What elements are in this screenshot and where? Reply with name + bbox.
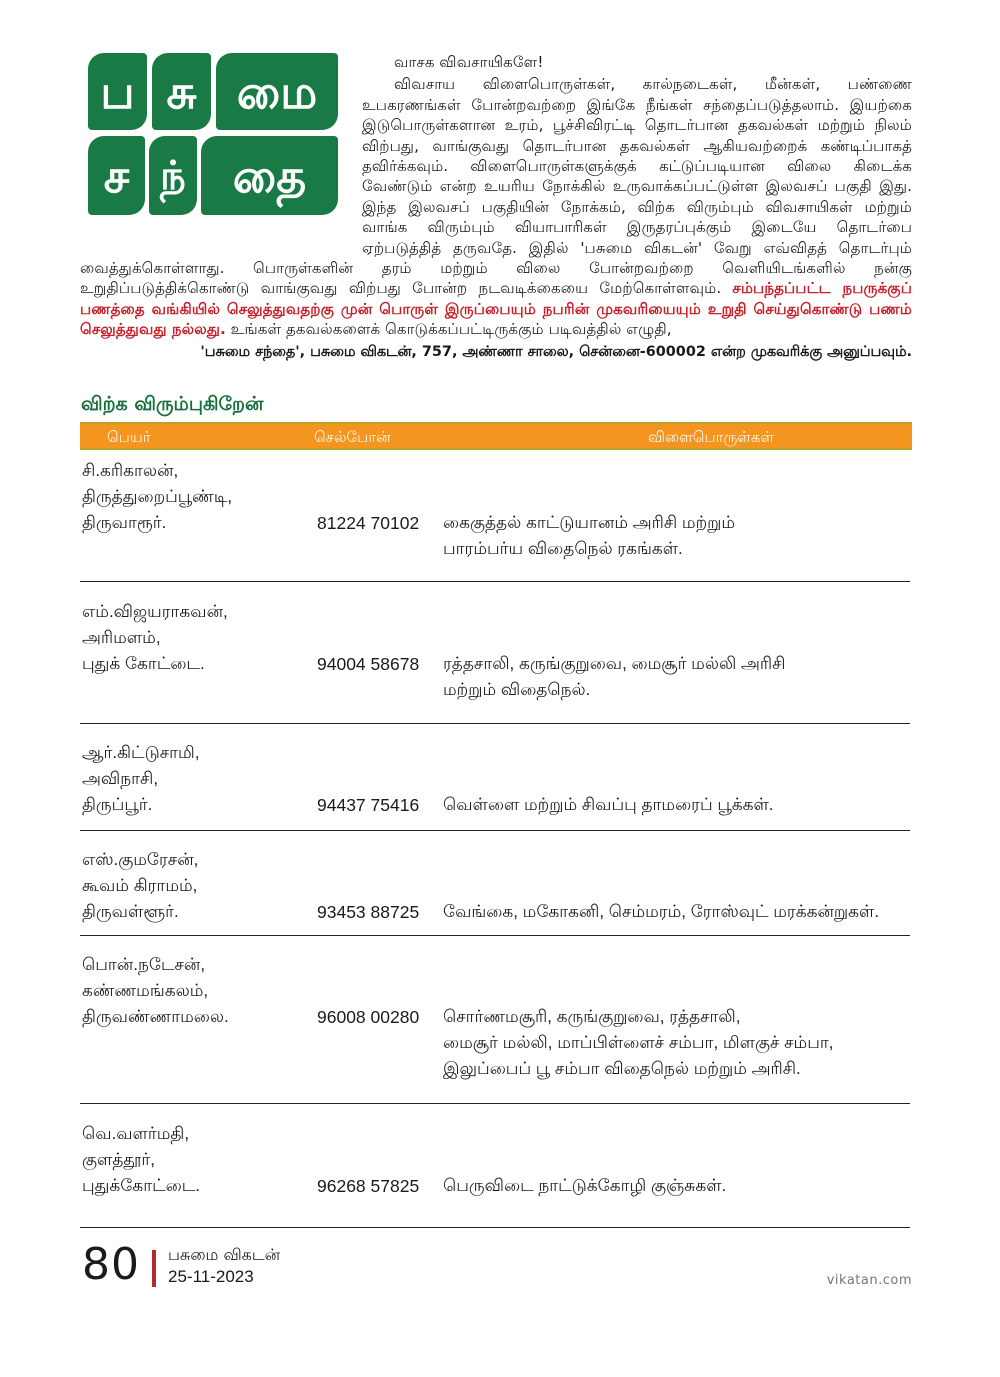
section-title: விற்க விரும்புகிறேன் xyxy=(81,393,264,415)
seller-name: வெ.வளர்மதி, xyxy=(82,1124,190,1143)
logo-tile: சு xyxy=(152,53,211,130)
intro-body: விவசாய விளைபொருள்கள், கால்நடைகள், மீன்கள், பண்ணை உபகரணங்கள் போன்றவற்றை இங்கே நீங்கள் சந்தைப்படுத்தலாம். இயற்கை இடுபொருள்களான உரம், பூச்சிவிரட்டி தொடர்பான தகவல்கள் மற்றும் நிலம் விற்பது, வாங்குவது தொடர்பான தகவல்கள் ஆகியவற்றைக் கண்டிப்பாகத் தவிர்க்கவும். விளைபொருள்களுக்குக் கட்டுப்படியான விலை கிடைக்க வேண்டும் என்ற உயரிய நோக்கில் உருவாக்கப்பட்டுள்ள இலவசப் பகுதி இது. இந்த இலவசப் பகுதியின் நோக்கம், விற்க விரும்பும் விவசாயிகள் மற்றும் வாங்க விரும்பும் வியாபாரிகள் இருதரப்புக்கும் இடையே தொடர்பை ஏற்படுத்தித் தருவதே. இதில் 'பசுமை விகடன்' வேறு எவ்விதத் தொடர்பும் வைத்துக்கொள்ளாது. பொருள்களின் தரம் மற்றும் விலை போன்றவற்றை வெளியிடங்களில் நன்கு உறுதிப்படுத்திக்கொண்டு வாங்குவது விற்பது போன்ற நடவடிக்கையை மேற்கொள்ளவும். xyxy=(80,75,912,298)
seller-products xyxy=(443,1004,903,1082)
page-number: 80 xyxy=(82,1239,140,1290)
column-header-name: பெயர் xyxy=(107,428,151,446)
seller-town: அரிமளம், xyxy=(82,628,161,647)
column-header-products: விளைபொருள்கள் xyxy=(648,428,775,446)
row-divider xyxy=(80,1227,910,1228)
seller-name-address xyxy=(82,599,302,677)
table-header xyxy=(80,422,912,450)
seller-phone: 94437 75416 xyxy=(317,795,420,815)
seller-phone: 96008 00280 xyxy=(317,1007,420,1027)
logo-tile: ந் xyxy=(149,136,197,215)
seller-town: திருத்துறைப்பூண்டி, xyxy=(82,487,233,506)
seller-phone: 81224 70102 xyxy=(317,513,420,533)
seller-town: கூவம் கிராமம், xyxy=(82,876,198,895)
seller-name-address xyxy=(82,847,302,925)
seller-name-address xyxy=(82,1121,302,1199)
seller-district: திருவள்ளூர். xyxy=(82,902,179,921)
logo-tile: ப xyxy=(88,53,147,130)
product-line: இலுப்பைப் பூ சம்பா விதைநெல் மற்றும் அரிசி. xyxy=(443,1059,801,1078)
product-line: மைசூர் மல்லி, மாப்பிள்ளைச் சம்பா, மிளகுச் சம்பா, xyxy=(443,1033,834,1052)
product-line: ரத்தசாலி, கருங்குறுவை, மைசூர் மல்லி அரிசி xyxy=(443,654,786,673)
row-divider xyxy=(80,723,910,724)
seller-name: ஆர்.கிட்டுசாமி, xyxy=(82,743,200,762)
seller-name-address xyxy=(82,458,302,536)
product-line: மற்றும் விதைநெல். xyxy=(443,680,591,699)
row-divider xyxy=(80,830,910,831)
payment-warning: சம்பந்தப்பட்ட நபருக்குப் பணத்தை வங்கியில் செலுத்துவதற்கு முன் பொருள் இருப்பையும் நபரின் முகவரியையும் உறுதி செய்துகொண்டு பணம் செலுத்துவது நல்லது. xyxy=(80,279,912,339)
postal-address: 'பசுமை சந்தை', பசுமை விகடன், 757, அண்ணா சாலை, சென்னை-600002 என்ற முகவரிக்கு அனுப்பவும். xyxy=(200,343,912,360)
intro-text xyxy=(80,52,912,362)
logo-tile: மை xyxy=(216,53,338,130)
row-divider xyxy=(80,581,910,582)
website-link[interactable]: vikatan.com xyxy=(826,1273,912,1288)
seller-district: திருப்பூர். xyxy=(82,795,153,814)
product-line: வேங்கை, மகோகனி, செம்மரம், ரோஸ்வுட் மரக்கன்றுகள். xyxy=(443,902,880,921)
product-line: சொர்ணமசூரி, கருங்குறுவை, ரத்தசாலி, xyxy=(443,1007,741,1026)
seller-name: சி.கரிகாலன், xyxy=(82,461,179,480)
seller-products xyxy=(443,792,903,818)
seller-name: பொன்.நடேசன், xyxy=(82,955,206,974)
logo-tile: தை xyxy=(201,136,338,215)
seller-products xyxy=(443,899,903,925)
column-header-phone: செல்போன் xyxy=(314,428,391,446)
seller-district: திருவண்ணாமலை. xyxy=(82,1007,229,1026)
seller-town: கண்ணமங்கலம், xyxy=(82,981,209,1000)
seller-name: எஸ்.குமரேசன், xyxy=(82,850,199,869)
seller-phone: 94004 58678 xyxy=(317,654,420,674)
row-divider xyxy=(80,935,910,936)
product-line: பாரம்பர்ய விதைநெல் ரகங்கள். xyxy=(443,539,683,558)
magazine-name: பசுமை விகடன் xyxy=(168,1245,281,1264)
issue-date: 25-11-2023 xyxy=(168,1267,254,1286)
seller-district: திருவாரூர். xyxy=(82,513,167,532)
logo-spacer xyxy=(80,52,362,248)
product-line: வெள்ளை மற்றும் சிவப்பு தாமரைப் பூக்கள். xyxy=(443,795,774,814)
product-line: கைகுத்தல் காட்டுயானம் அரிசி மற்றும் xyxy=(443,513,736,532)
footer-divider-bar xyxy=(152,1250,156,1287)
greeting: வாசக விவசாயிகளே! xyxy=(394,53,544,71)
intro-end: உங்கள் தகவல்களைக் கொடுக்கப்பட்டிருக்கும் படிவத்தில் எழுதி, xyxy=(225,320,672,339)
seller-district: புதுக்கோட்டை. xyxy=(82,1176,200,1195)
seller-name: எம்.விஜயராகவன், xyxy=(82,602,228,621)
seller-name-address xyxy=(82,952,302,1030)
row-divider xyxy=(80,1103,910,1104)
logo-tile: ச xyxy=(88,136,145,215)
seller-district: புதுக் கோட்டை. xyxy=(82,654,205,673)
seller-phone: 93453 88725 xyxy=(317,902,420,922)
seller-products xyxy=(443,510,903,562)
seller-products xyxy=(443,1173,903,1199)
seller-town: குளத்தூர், xyxy=(82,1150,155,1169)
product-line: பெருவிடை நாட்டுக்கோழி குஞ்சுகள். xyxy=(443,1176,727,1195)
seller-town: அவிநாசி, xyxy=(82,769,159,788)
seller-products xyxy=(443,651,903,703)
seller-phone: 96268 57825 xyxy=(317,1176,420,1196)
seller-name-address xyxy=(82,740,302,818)
